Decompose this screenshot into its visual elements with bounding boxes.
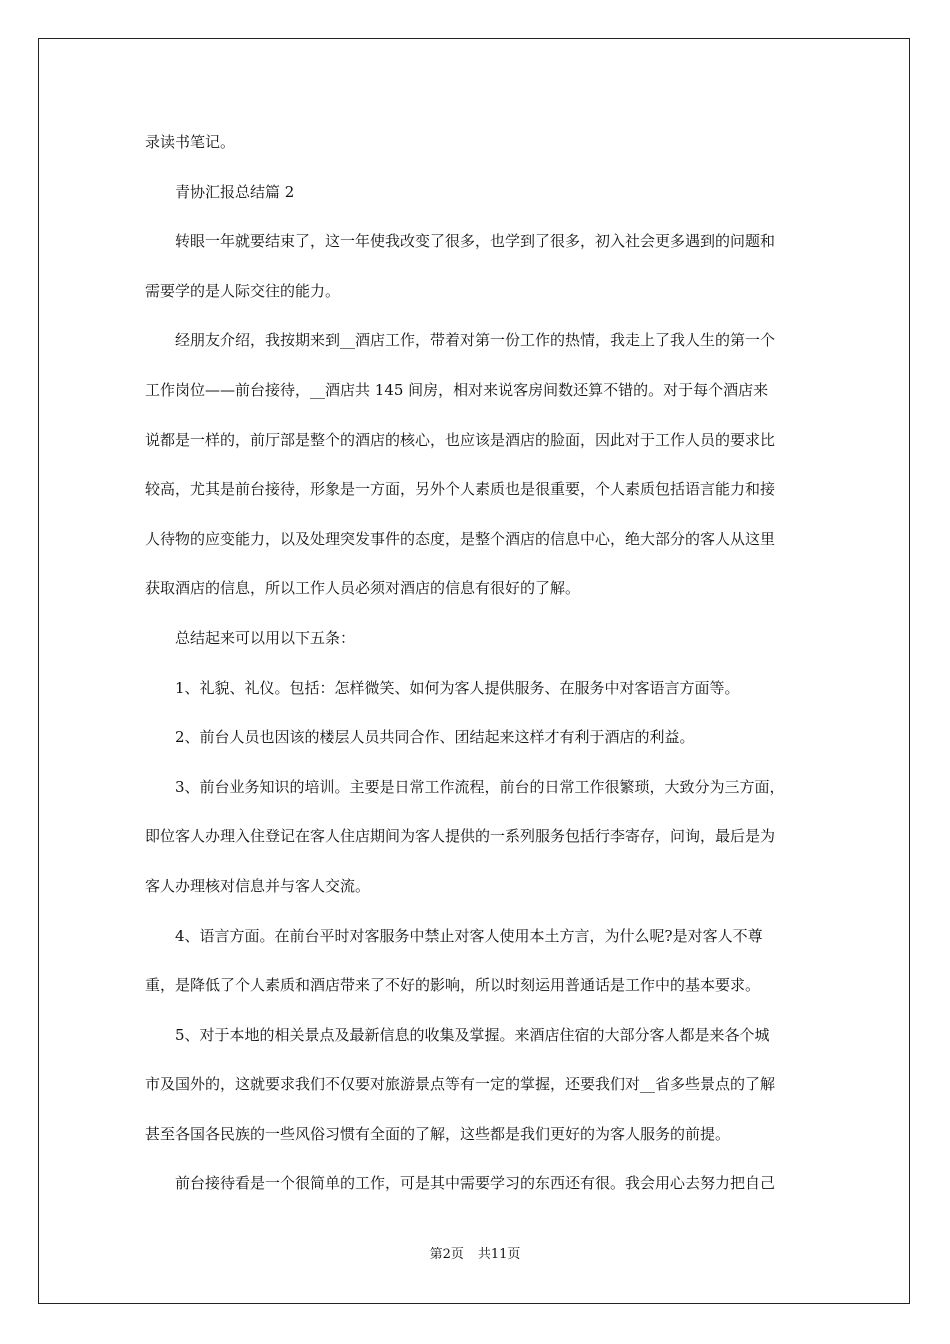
text-line: 甚至各国各民族的一些风俗习惯有全面的了解，这些都是我们更好的为客人服务的前提。: [145, 1124, 731, 1143]
section-heading: 青协汇报总结篇 2: [175, 182, 295, 201]
text-line: 重，是降低了个人素质和酒店带来了不好的影响，所以时刻运用普通话是工作中的基本要求。: [145, 976, 761, 995]
list-item: 1、礼貌、礼仪。包括：怎样微笑、如何为客人提供服务、在服务中对客语言方面等。: [175, 678, 740, 697]
text-line: 转眼一年就要结束了，这一年使我改变了很多，也学到了很多，初入社会更多遇到的问题和: [175, 232, 776, 251]
page-number: 第2页: [429, 1247, 464, 1262]
page-total: 共11页: [477, 1247, 521, 1262]
text-line: 总结起来可以用以下五条：: [175, 628, 356, 647]
text-line: 市及国外的，这就要求我们不仅要对旅游景点等有一定的掌握，还要我们对__省多些景点的了解: [145, 1075, 776, 1094]
text-line: 即位客人办理入住登记在客人住店期间为客人提供的一系列服务包括行李寄存，问询，最后是为: [145, 827, 776, 846]
text-line: 说都是一样的，前厅部是整个的酒店的核心，也应该是酒店的脸面，因此对于工作人员的要求比: [145, 430, 776, 449]
text-line: 前台接待看是一个很简单的工作，可是其中需要学习的东西还有很。我会用心去努力把自己: [175, 1174, 776, 1193]
text-line: 客人办理核对信息并与客人交流。: [145, 876, 371, 895]
text-line: 获取酒店的信息，所以工作人员必须对酒店的信息有很好的了解。: [145, 579, 581, 598]
text-line: 人待物的应变能力，以及处理突发事件的态度，是整个酒店的信息中心，绝大部分的客人从这里: [145, 529, 776, 548]
list-item: 3、前台业务知识的培训。主要是日常工作流程，前台的日常工作很繁琐，大致分为三方面，: [175, 777, 785, 796]
text-line: 需要学的是人际交往的能力。: [145, 281, 341, 300]
text-line: 经朋友介绍，我按期来到__酒店工作，带着对第一份工作的热情，我走上了我人生的第一个: [175, 331, 776, 350]
text-line: 录读书笔记。: [145, 133, 236, 151]
list-item: 5、对于本地的相关景点及最新信息的收集及掌握。来酒店住宿的大部分客人都是来各个城: [175, 1025, 770, 1044]
text-line: 较高，尤其是前台接待，形象是一方面，另外个人素质也是很重要，个人素质包括语言能力和接: [145, 480, 776, 499]
page-footer: [0, 1243, 950, 1262]
text-line: 工作岗位——前台接待，__酒店共 145 间房，相对来说客房间数还算不错的。对于每个酒店来: [145, 380, 769, 399]
document-body: [145, 118, 810, 1209]
list-item: 2、前台人员也因该的楼层人员共同合作、团结起来这样才有利于酒店的利益。: [175, 728, 695, 747]
list-item: 4、语言方面。在前台平时对客服务中禁止对客人使用本土方言，为什么呢?是对客人不尊: [175, 926, 763, 945]
